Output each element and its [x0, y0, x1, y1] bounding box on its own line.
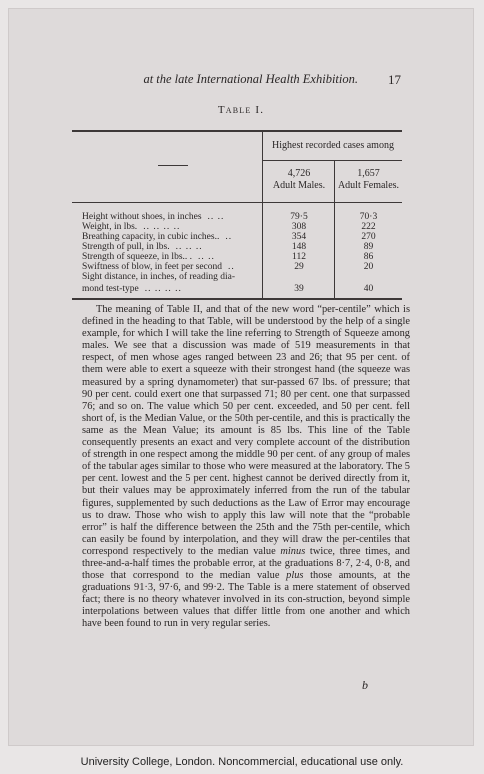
table-column-rule	[262, 130, 263, 299]
row-label-text: Swiftness of blow, in feet per second	[82, 262, 223, 272]
body-text-part: those amounts, at the graduations 91·3, 97·6, and 99·2. The Table is a mere statement of observed fact; there is no theory whatever involved in its con-struction, beyond simple interpolations between values that differ little from one another and which have been found to run in very regular series.	[82, 570, 410, 630]
table-row-label	[82, 222, 180, 232]
body-text-part: twice, three times, and three-and-a-half times the probable error, at the graduations 8·7, 2·4, 0·8, and those that correspond to the median value	[82, 545, 410, 582]
column-header-males	[264, 168, 334, 192]
row-label-text: Height without shoes, in inches	[82, 212, 202, 222]
table-cell-males: 39	[294, 284, 304, 294]
table-cell-males: 112	[292, 252, 306, 262]
table-title: Table I.	[217, 104, 265, 116]
page-number: 17	[388, 72, 401, 87]
row-label-text: Sight distance, in inches, of reading dia-	[82, 272, 236, 282]
row-label-text: mond test-type	[82, 284, 139, 294]
column-label: Adult Females.	[337, 180, 400, 191]
row-leader-dots: ..	[225, 232, 233, 242]
row-label-text: Weight, in lbs.	[82, 222, 138, 232]
body-text-part: The meaning of Table II, and that of the new word “per-centile” which is defined in the heading to that Table, will be understood by the help of a single example, for which I will take the line referring to Strength of Squeeze among males. We see that a discussion was made of 519 measurements in that respect, of men whose ages ranged between 23 and 26; that 95 per cent. of them were able to exert a squeeze with their strongest hand (the squeeze was measured by a spring dynamometer) that sur-passed 67 lbs. of pressure; that 90 per cent. could exert one that surpassed 71; 80 per cent. one that surpassed 76; and so on. The value which 50 per cent. exceeded, and 50 per cent. fell short of, is the Median Value, or the 50th per-centile, and this is practically the same as the Mean Value; its amount is 85 lbs. This line of the Table consequently presents an exact and very complete account of the distribution of strength in one respect among the middle 90 per cent. of any group of males of the tabular ages similar to those who were measured at the laboratory. The 5 per cent. lowest and the 5 per cent. highest cannot be derived directly from it, but their values may be approximately inferred from the run of the tabular figures, supplemented by such deductions as the Law of Error may encourage us to draw. Those who wish to apply this law will note that the “probable error” is half the difference between the 25th and the 75th per-centile, which can easily be found by interpolation, and they will draw the per-centiles that correspond respectively to the median value	[82, 304, 410, 557]
table-header-rule	[262, 160, 402, 161]
table-cell-females: 20	[363, 262, 374, 272]
row-label-text: Strength of pull, in lbs.	[82, 242, 170, 252]
table-bottom-rule	[72, 298, 402, 300]
row-label-text: Breathing capacity, in cubic inches..	[82, 232, 220, 242]
table-row-label	[82, 232, 232, 242]
column-count: 1,657	[357, 168, 380, 179]
row-leader-dots: .. .. .. ..	[143, 222, 181, 232]
table-cell-males: 79·5	[290, 212, 308, 222]
row-leader-dots: ..	[228, 262, 235, 272]
table-row-label	[82, 272, 241, 282]
row-leader-dots: .. .. ..	[175, 242, 203, 252]
column-count: 4,726	[287, 168, 311, 179]
archive-footer: University College, London. Noncommercial, educational use only.	[80, 756, 404, 768]
table-row-label	[82, 242, 203, 252]
row-label-text: Strength of squeeze, in lbs.. .	[82, 252, 193, 262]
body-italic-plus: plus	[286, 570, 304, 582]
running-title: at the late International Health Exhibition.	[143, 72, 358, 86]
table-header-rule	[72, 202, 402, 203]
column-label: Adult Males.	[272, 180, 326, 191]
table-top-rule	[72, 130, 402, 132]
table-cell-males: 308	[291, 222, 307, 232]
table-row-label	[82, 262, 235, 272]
body-italic-minus: minus	[280, 545, 306, 557]
data-table	[72, 130, 402, 300]
table-span-header: Highest recorded cases among	[272, 140, 394, 151]
table-row-label	[82, 252, 215, 262]
table-stub-dash	[158, 165, 188, 166]
row-leader-dots: .. ..	[207, 212, 225, 222]
signature-mark: b	[362, 678, 368, 692]
table-cell-females: 89	[363, 242, 374, 252]
table-row-label	[82, 284, 182, 294]
table-row-label	[82, 212, 224, 222]
table-cell-females: 40	[363, 284, 374, 294]
running-header	[8, 72, 474, 88]
table-cell-females: 222	[361, 222, 376, 232]
row-leader-dots: .. ..	[198, 252, 215, 262]
document-page	[8, 8, 474, 746]
table-cell-males: 29	[294, 262, 304, 272]
row-leader-dots: .. .. .. ..	[144, 284, 182, 294]
table-cell-females: 86	[363, 252, 374, 262]
body-paragraph	[82, 304, 410, 631]
column-header-females	[335, 168, 402, 192]
table-cell-females: 70·3	[359, 212, 378, 222]
table-cell-males: 354	[291, 232, 307, 242]
table-cell-females: 270	[361, 232, 376, 242]
table-cell-males: 148	[291, 242, 307, 252]
